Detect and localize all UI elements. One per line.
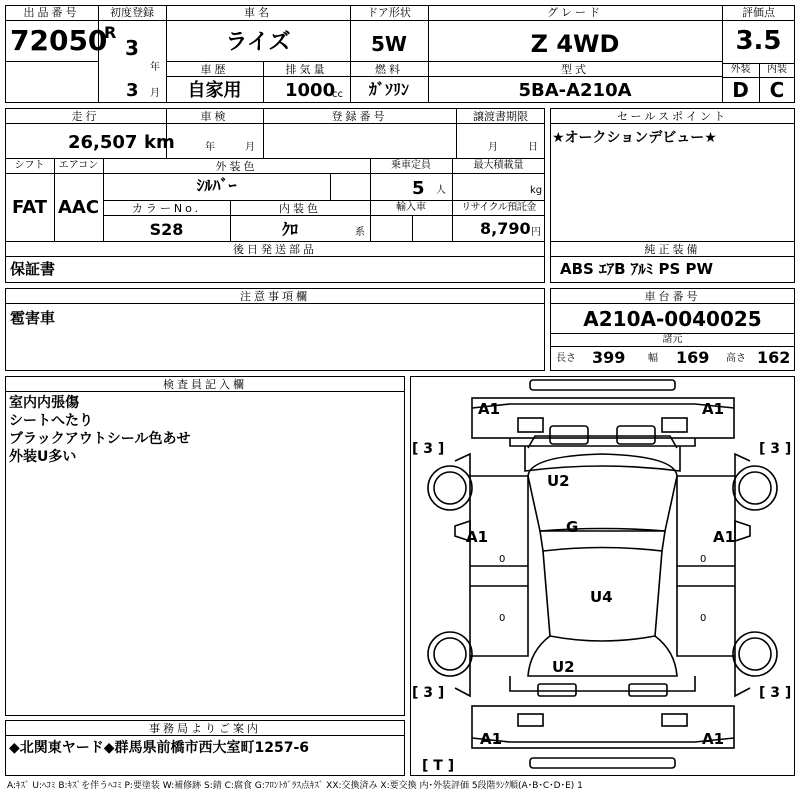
transfer-label: 譲渡書期限 xyxy=(473,110,528,123)
damage-a1-front-right: A1 xyxy=(701,399,724,418)
trunk-mark: [ T ] xyxy=(421,757,454,774)
transfer-month-unit: 月 xyxy=(488,142,498,153)
displacement: 1000 xyxy=(285,80,336,101)
displacement-unit: cc xyxy=(332,89,343,100)
height: 162 xyxy=(757,348,791,367)
displacement-label: 排気量 xyxy=(285,63,328,76)
tread-right-rear: 0 xyxy=(699,612,706,624)
recycle-label: リサイクル預託金 xyxy=(461,202,536,213)
notes-label: 注意事項欄 xyxy=(240,290,310,303)
inspector-line: 室内内張傷 xyxy=(9,395,79,411)
tread-right-front: 0 xyxy=(699,553,706,565)
capacity-unit: 人 xyxy=(436,185,446,196)
sales-point-label: セールスポイント xyxy=(616,110,728,123)
year-unit: 年 xyxy=(150,62,160,73)
damage-u2-rear: U2 xyxy=(551,657,575,676)
capacity-label: 乗車定員 xyxy=(391,160,431,171)
exterior-label: 外装 xyxy=(730,64,751,75)
recycle: 8,790 xyxy=(480,219,531,238)
capacity: 5 xyxy=(412,178,425,199)
history: 自家用 xyxy=(187,80,242,101)
model: 5BA-A210A xyxy=(518,80,632,101)
mileage-unit: km xyxy=(144,132,175,153)
int-color-label: 内装色 xyxy=(279,202,321,215)
damage-u4-rear: U4 xyxy=(589,587,613,606)
grade-label: グレード xyxy=(547,6,603,19)
car-name: ライズ xyxy=(225,30,291,55)
damage-a1-front-left: A1 xyxy=(477,399,500,418)
damage-a1-rear-right: A1 xyxy=(701,729,724,748)
width-label: 幅 xyxy=(648,353,658,364)
tread-left-rear: 0 xyxy=(498,612,505,624)
tread-left-front: 0 xyxy=(498,553,505,565)
inspector-label: 検査員記入欄 xyxy=(163,378,247,391)
mileage: 26,507 xyxy=(68,132,138,153)
height-label: 高さ xyxy=(726,353,746,364)
inspection-month-unit: 月 xyxy=(245,142,255,153)
score-label: 評価点 xyxy=(742,6,775,19)
interior-score: C xyxy=(769,78,785,102)
lot-no-label: 出品番号 xyxy=(23,6,80,19)
model-label: 型式 xyxy=(561,63,589,76)
interior-label: 内装 xyxy=(767,64,787,75)
ac: AAC xyxy=(57,197,100,218)
damage-a1-right-door: A1 xyxy=(712,527,735,546)
car-diagram-svg xyxy=(410,376,795,776)
ext-color-label: 外装色 xyxy=(215,160,258,173)
inspector-line: ブラックアウトシール色あせ xyxy=(9,431,191,447)
fuel: ｶﾞｿﾘﾝ xyxy=(368,80,409,99)
inspection-year-unit: 年 xyxy=(205,142,215,153)
reg-no-label: 登録番号 xyxy=(331,110,388,123)
first-reg-label: 初度登録 xyxy=(110,6,154,19)
notes-text: 雹害車 xyxy=(10,309,56,327)
lot-no: 72050 xyxy=(10,24,108,57)
tire-rear-left: [ 3 ] xyxy=(411,684,444,701)
reg-year: 3 xyxy=(125,36,139,60)
ac-label: エアコン xyxy=(58,160,99,171)
mileage-label: 走行 xyxy=(71,110,100,123)
car-name-label: 車名 xyxy=(244,6,272,19)
int-color-unit: 系 xyxy=(355,227,365,238)
grade: Z 4WD xyxy=(530,30,620,58)
length-label: 長さ xyxy=(556,353,576,364)
shift: FAT xyxy=(11,197,48,218)
ext-color: ｼﾙﾊﾞｰ xyxy=(196,176,237,195)
history-label: 車歴 xyxy=(200,63,229,76)
equipment: ABS ｴｱB ｱﾙﾐ PS PW xyxy=(560,260,714,278)
fuel-label: 燃料 xyxy=(375,63,403,76)
damage-diagram xyxy=(410,376,795,776)
transfer-day-unit: 日 xyxy=(528,142,538,153)
door: 5W xyxy=(371,32,407,56)
exterior-score: D xyxy=(732,78,749,102)
score: 3.5 xyxy=(735,26,782,56)
width: 169 xyxy=(676,348,710,367)
door-label: ドア形状 xyxy=(367,6,411,19)
damage-a1-left-door: A1 xyxy=(465,527,488,546)
office-text: ◆北関東ヤード◆群馬県前橋市西大室町1257-6 xyxy=(9,740,310,756)
damage-a1-rear-left: A1 xyxy=(479,729,502,748)
chassis-label: 車台番号 xyxy=(644,290,701,303)
max-load-unit: kg xyxy=(530,185,543,196)
damage-g-windshield: G xyxy=(565,517,578,536)
equipment-label: 純正装備 xyxy=(644,243,701,256)
damage-u2-roof: U2 xyxy=(546,471,570,490)
max-load-label: 最大積載量 xyxy=(473,160,524,171)
office-label: 事務局よりご案内 xyxy=(149,722,261,735)
shift-label: シフト xyxy=(14,160,45,171)
length: 399 xyxy=(592,348,626,367)
spec-label: 諸元 xyxy=(662,334,683,345)
inspection-label: 車検 xyxy=(200,110,229,123)
month-unit: 月 xyxy=(150,88,160,99)
later-parts: 保証書 xyxy=(10,260,56,278)
color-no-label: カラーNo. xyxy=(131,202,202,215)
inspector-line: 外装U多い xyxy=(9,449,77,465)
inspector-line: シートへたり xyxy=(9,413,93,429)
import-label: 輸入車 xyxy=(396,202,426,213)
tire-front-left: [ 3 ] xyxy=(411,440,444,457)
tire-front-right: [ 3 ] xyxy=(758,440,791,457)
later-parts-label: 後日発送部品 xyxy=(233,243,317,256)
int-color: ｸﾛ xyxy=(281,220,298,239)
recycle-unit: 円 xyxy=(531,227,541,238)
tire-rear-right: [ 3 ] xyxy=(758,684,791,701)
chassis-number: A210A-0040025 xyxy=(583,307,762,331)
damage-legend: A:ｷｽﾞ U:ﾍｺﾐ B:ｷｽﾞを伴うﾍｺﾐ P:要塗装 W:補修跡 S:錆 C:腐食 G:ﾌﾛﾝﾄｶﾞﾗｽ点ｷｽﾞ XX:交換済み X:要交換 内･外装評価 5段階ﾗﾝｸ順(A･B･C･D･E) 1 xyxy=(7,781,583,791)
sales-point: ★オークションデビュー★ xyxy=(552,130,717,146)
era: R xyxy=(104,23,117,42)
reg-month: 3 xyxy=(126,80,139,101)
color-no: S28 xyxy=(149,220,184,239)
